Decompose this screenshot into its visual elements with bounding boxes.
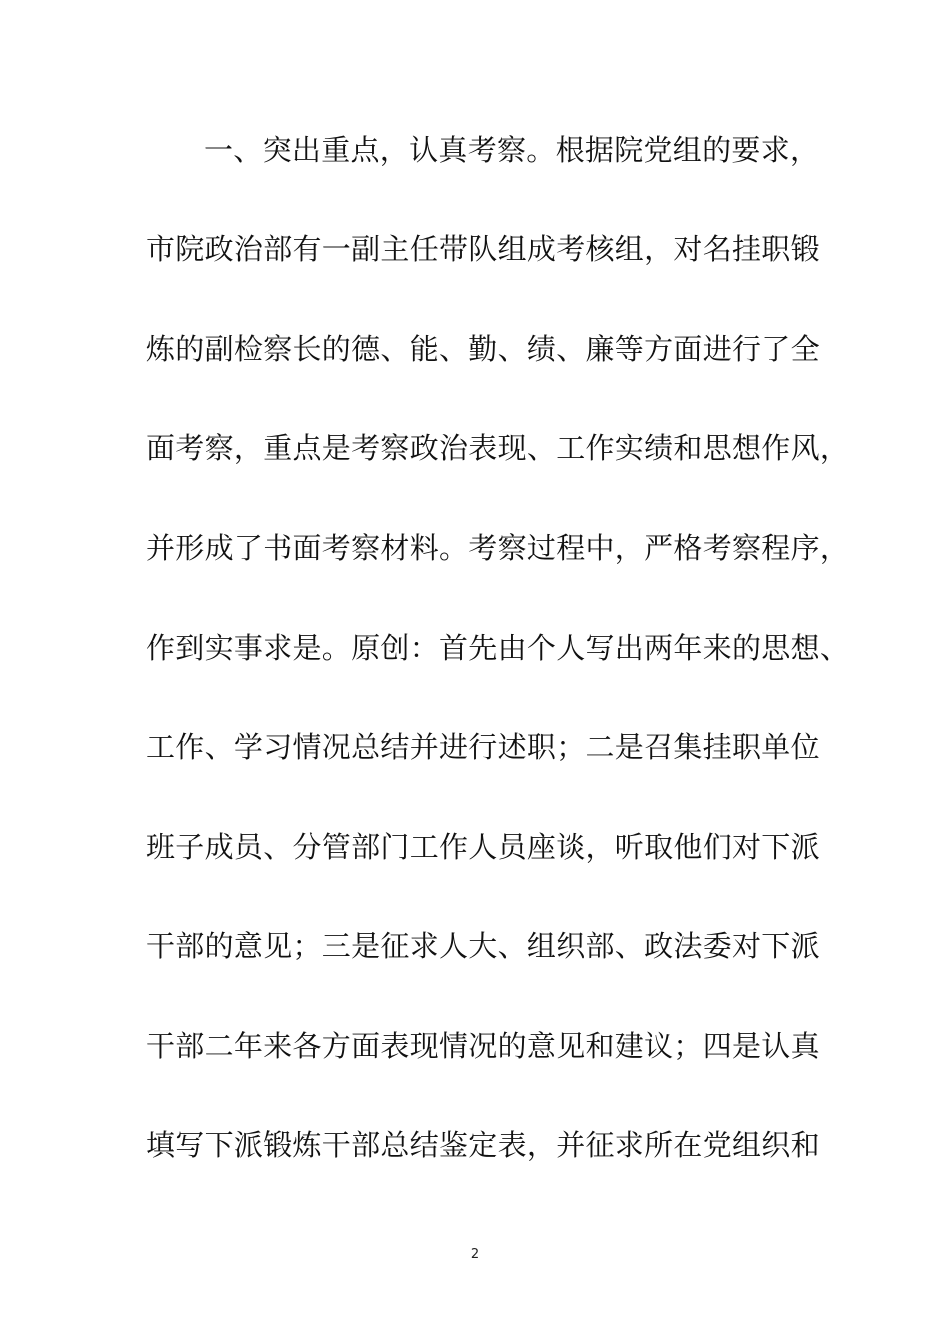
paragraph-line-5: 并形成了书面考察材料。考察过程中，严格考察程序， [146,531,850,565]
paragraph-line-7: 工作、学习情况总结并进行述职；二是召集挂职单位 [146,730,820,764]
paragraph-line-8: 班子成员、分管部门工作人员座谈，听取他们对下派 [146,830,820,864]
paragraph-line-3: 炼的副检察长的德、能、勤、绩、廉等方面进行了全 [146,332,820,366]
paragraph-line-1: 一、突出重点，认真考察。根据院党组的要求， [204,133,820,167]
paragraph-line-4: 面考察，重点是考察政治表现、工作实绩和思想作风， [146,431,850,465]
paragraph-line-2: 市院政治部有一副主任带队组成考核组，对名挂职锻 [146,232,820,266]
paragraph-line-10: 干部二年来各方面表现情况的意见和建议；四是认真 [146,1029,820,1063]
page-number: 2 [470,1247,480,1262]
paragraph-line-6: 作到实事求是。原创：首先由个人写出两年来的思想、 [146,631,850,665]
paragraph-line-9: 干部的意见；三是征求人大、组织部、政法委对下派 [146,929,820,963]
paragraph-line-11: 填写下派锻炼干部总结鉴定表，并征求所在党组织和 [146,1128,820,1162]
